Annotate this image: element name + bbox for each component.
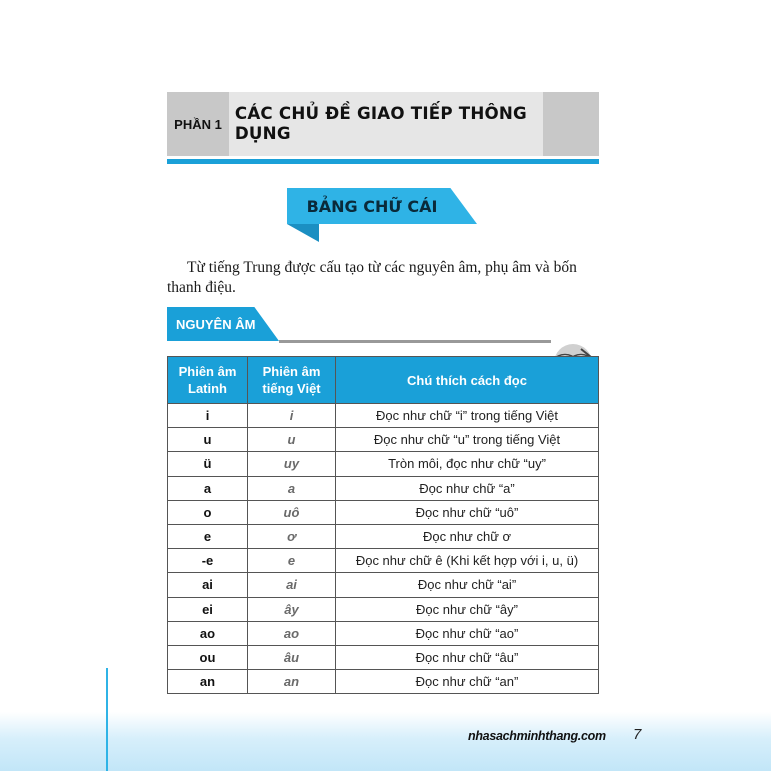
table-row xyxy=(168,670,599,694)
vietnamese-cell: ao xyxy=(248,621,336,645)
note-cell: Đọc như chữ “u” trong tiếng Việt xyxy=(336,428,599,452)
latin-cell: a xyxy=(168,476,248,500)
table-header-row xyxy=(168,357,599,404)
latin-cell: e xyxy=(168,524,248,548)
note-cell: Đọc như chữ “a” xyxy=(336,476,599,500)
table-row xyxy=(168,452,599,476)
section-underline xyxy=(279,340,551,343)
vietnamese-cell: i xyxy=(248,404,336,428)
note-cell: Đọc như chữ “an” xyxy=(336,670,599,694)
note-cell: Đọc như chữ ơ xyxy=(336,524,599,548)
vietnamese-cell: ây xyxy=(248,597,336,621)
vietnamese-cell: uô xyxy=(248,500,336,524)
latin-cell: ei xyxy=(168,597,248,621)
vietnamese-cell: ơ xyxy=(248,524,336,548)
note-cell: Đọc như chữ “âu” xyxy=(336,645,599,669)
table-row xyxy=(168,404,599,428)
note-cell: Đọc như chữ “i” trong tiếng Việt xyxy=(336,404,599,428)
table-row xyxy=(168,428,599,452)
table-row xyxy=(168,524,599,548)
footer-website: nhasachminhthang.com xyxy=(468,729,606,743)
table-row xyxy=(168,549,599,573)
header-vietnamese: Phiên âm tiếng Việt xyxy=(248,357,336,404)
vietnamese-cell: u xyxy=(248,428,336,452)
vietnamese-cell: an xyxy=(248,670,336,694)
vietnamese-cell: uy xyxy=(248,452,336,476)
header-note: Chú thích cách đọc xyxy=(336,357,599,404)
note-cell: Đọc như chữ ê (Khi kết hợp với i, u, ü) xyxy=(336,549,599,573)
footer-band xyxy=(0,712,771,771)
section-title: NGUYÊN ÂM xyxy=(176,316,256,332)
latin-cell: an xyxy=(168,670,248,694)
latin-cell: o xyxy=(168,500,248,524)
vietnamese-cell: âu xyxy=(248,645,336,669)
part-label: PHẦN 1 xyxy=(174,116,222,132)
intro-paragraph: Từ tiếng Trung được cấu tạo từ các nguyên âm, phụ âm và bốn thanh điệu. xyxy=(167,259,577,296)
table-row xyxy=(168,500,599,524)
latin-cell: i xyxy=(168,404,248,428)
page-number: 7 xyxy=(633,726,642,743)
footer-accent-line xyxy=(106,668,108,771)
vietnamese-cell: a xyxy=(248,476,336,500)
vietnamese-cell: ai xyxy=(248,573,336,597)
latin-cell: ai xyxy=(168,573,248,597)
note-cell: Đọc như chữ “ao” xyxy=(336,621,599,645)
table-row xyxy=(168,597,599,621)
latin-cell: -e xyxy=(168,549,248,573)
chapter-header xyxy=(167,92,599,156)
note-cell: Đọc như chữ “ai” xyxy=(336,573,599,597)
vowel-table xyxy=(167,356,599,694)
note-cell: Tròn môi, đọc như chữ “uy” xyxy=(336,452,599,476)
latin-cell: ü xyxy=(168,452,248,476)
latin-cell: ao xyxy=(168,621,248,645)
table-row xyxy=(168,645,599,669)
note-cell: Đọc như chữ “ây” xyxy=(336,597,599,621)
header-latin: Phiên âm Latinh xyxy=(168,357,248,404)
latin-cell: u xyxy=(168,428,248,452)
note-cell: Đọc như chữ “uô” xyxy=(336,500,599,524)
chapter-title: CÁC CHỦ ĐỀ GIAO TIẾP THÔNG DỤNG xyxy=(229,92,543,156)
vietnamese-cell: e xyxy=(248,549,336,573)
latin-cell: ou xyxy=(168,645,248,669)
table-row xyxy=(168,476,599,500)
banner-fold xyxy=(287,224,319,242)
banner-title: BẢNG CHỮ CÁI xyxy=(306,196,438,216)
table-row xyxy=(168,621,599,645)
header-divider xyxy=(167,159,599,164)
table-row xyxy=(168,573,599,597)
